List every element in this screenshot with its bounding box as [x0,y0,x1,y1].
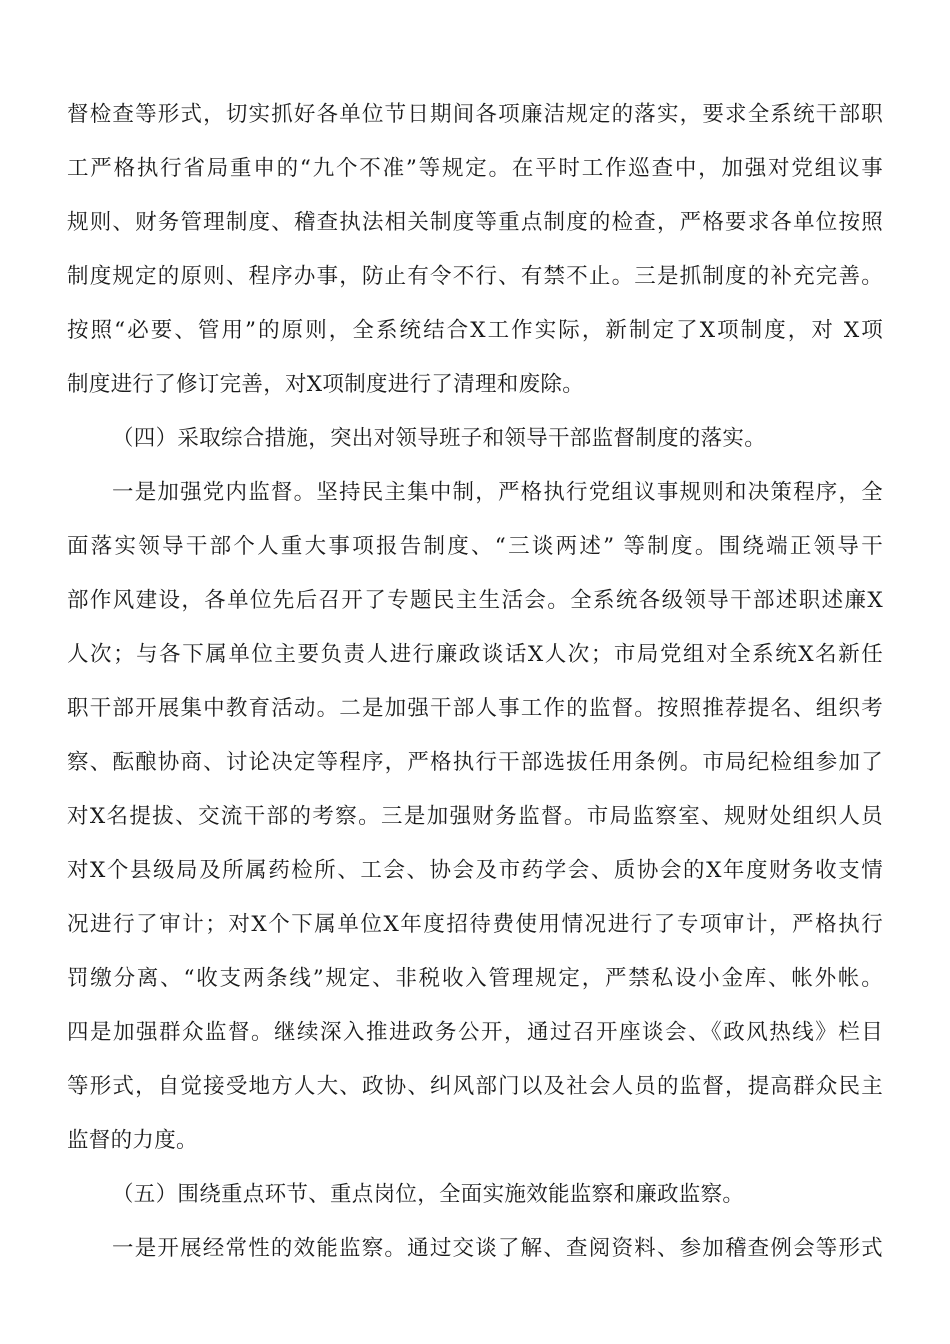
text-line: 察、酝酿协商、讨论决定等程序，严格执行干部选拔任用条例。市局纪检组参加了 [67,750,883,775]
text-line: （五）围绕重点环节、重点岗位，全面实施效能监察和廉政监察。 [112,1182,745,1207]
text-line: 等形式，自觉接受地方人大、政协、纠风部门以及社会人员的监督，提高群众民主 [67,1074,883,1099]
text-line: 对X个县级局及所属药检所、工会、协会及市药学会、质协会的X年度财务收支情 [67,858,883,883]
text-line: 一是开展经常性的效能监察。通过交谈了解、查阅资料、参加稽查例会等形式 [112,1236,883,1261]
text-line: （四）采取综合措施，突出对领导班子和领导干部监督制度的落实。 [112,426,767,451]
text-line: 规则、财务管理制度、稽查执法相关制度等重点制度的检查，严格要求各单位按照 [67,210,883,235]
text-line: 职干部开展集中教育活动。二是加强干部人事工作的监督。按照推荐提名、组织考 [67,696,883,721]
text-line: 部作风建设，各单位先后召开了专题民主生活会。全系统各级领导干部述职述廉X [67,588,883,613]
text-line: 四是加强群众监督。继续深入推进政务公开，通过召开座谈会、《政风热线》栏目 [67,1020,883,1045]
text-line: 监督的力度。 [67,1128,198,1153]
text-line: 制度规定的原则、程序办事，防止有令不行、有禁不止。三是抓制度的补充完善。 [67,264,883,289]
text-line: 按照“必要、管用”的原则，全系统结合X工作实际，新制定了X项制度，对 X项 [67,318,883,343]
text-line: 督检查等形式，切实抓好各单位节日期间各项廉洁规定的落实，要求全系统干部职 [67,102,883,127]
text-line: 一是加强党内监督。坚持民主集中制，严格执行党组议事规则和决策程序，全 [112,480,883,505]
text-line: 对X名提拔、交流干部的考察。三是加强财务监督。市局监察室、规财处组织人员 [67,804,883,829]
text-line: 工严格执行省局重申的“九个不准”等规定。在平时工作巡查中，加强对党组议事 [67,156,883,181]
text-line: 面落实领导干部个人重大事项报告制度、“三谈两述” 等制度。围绕端正领导干 [67,534,883,559]
text-line: 制度进行了修订完善，对X项制度进行了清理和废除。 [67,372,585,397]
text-line: 人次；与各下属单位主要负责人进行廉政谈话X人次；市局党组对全系统X名新任 [67,642,883,667]
text-line: 况进行了审计；对X个下属单位X年度招待费使用情况进行了专项审计，严格执行 [67,912,883,937]
text-line: 罚缴分离、“收支两条线”规定、非税收入管理规定，严禁私设小金库、帐外帐。 [67,966,883,991]
document-body [67,88,883,1276]
